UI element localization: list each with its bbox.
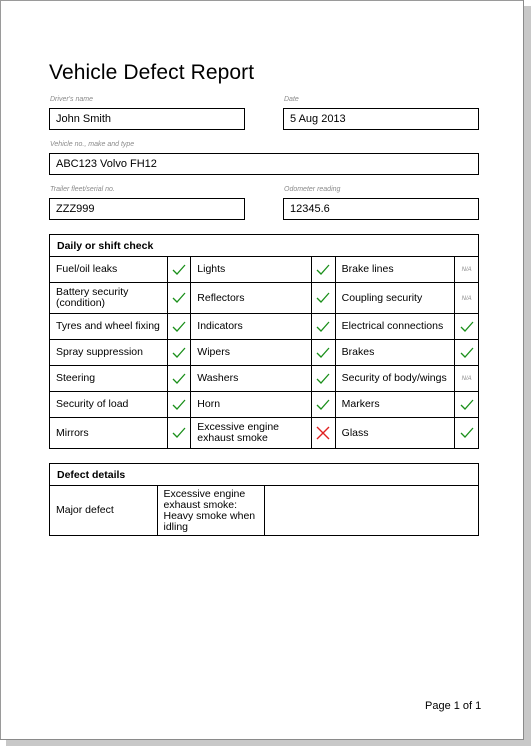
check-status-cell[interactable] (455, 340, 479, 366)
check-item-label: Security of load (50, 392, 168, 418)
check-row (50, 366, 479, 392)
check-icon (316, 321, 330, 333)
na-label: N/A (461, 376, 472, 382)
page-number: Page 1 of 1 (425, 700, 482, 712)
check-status-cell[interactable] (311, 257, 335, 283)
check-row (50, 314, 479, 340)
check-icon (172, 292, 186, 304)
check-status-cell[interactable] (311, 418, 335, 449)
check-status-cell[interactable] (167, 283, 191, 314)
check-icon (172, 373, 186, 385)
check-icon (316, 399, 330, 411)
check-item-label: Battery security (condition) (50, 283, 168, 314)
defect-row (50, 486, 479, 536)
check-item-label: Steering (50, 366, 168, 392)
check-item-label: Brakes (335, 340, 455, 366)
trailer-field[interactable]: ZZZ999 (49, 198, 245, 220)
check-item-label: Indicators (191, 314, 312, 340)
odometer-field[interactable]: 12345.6 (283, 198, 479, 220)
check-item-label: Markers (335, 392, 455, 418)
check-item-label: Mirrors (50, 418, 168, 449)
defect-description: Excessive engine exhaust smoke: Heavy smoke when idling (157, 486, 265, 536)
check-icon (172, 347, 186, 359)
check-icon (172, 264, 186, 276)
check-status-cell[interactable] (167, 314, 191, 340)
driver-name-field[interactable]: John Smith (49, 108, 245, 130)
check-status-cell[interactable] (311, 283, 335, 314)
defect-notes (265, 486, 479, 536)
check-icon (172, 399, 186, 411)
check-status-cell[interactable] (167, 257, 191, 283)
check-item-label: Reflectors (191, 283, 312, 314)
check-item-label: Glass (335, 418, 455, 449)
check-status-cell[interactable] (167, 392, 191, 418)
check-row (50, 392, 479, 418)
check-status-cell[interactable] (455, 366, 479, 392)
check-icon (460, 427, 474, 439)
date-field[interactable]: 5 Aug 2013 (283, 108, 479, 130)
page-shadow (524, 6, 531, 746)
check-item-label: Horn (191, 392, 312, 418)
driver-name-label: Driver's name (50, 96, 93, 103)
check-row (50, 418, 479, 449)
trailer-label: Trailer fleet/serial no. (50, 186, 115, 193)
date-label: Date (284, 96, 299, 103)
check-icon (172, 427, 186, 439)
check-icon (316, 373, 330, 385)
check-item-label: Tyres and wheel fixing (50, 314, 168, 340)
check-status-cell[interactable] (167, 418, 191, 449)
check-item-label: Spray suppression (50, 340, 168, 366)
vehicle-field[interactable]: ABC123 Volvo FH12 (49, 153, 479, 175)
daily-check-heading: Daily or shift check (50, 235, 479, 257)
check-icon (316, 347, 330, 359)
cross-icon (316, 426, 330, 440)
check-row (50, 340, 479, 366)
page-shadow (6, 740, 531, 746)
report-title: Vehicle Defect Report (49, 61, 255, 84)
check-item-label: Excessive engine exhaust smoke (191, 418, 312, 449)
check-item-label: Wipers (191, 340, 312, 366)
defect-details-heading: Defect details (50, 464, 479, 486)
odometer-label: Odometer reading (284, 186, 341, 193)
check-status-cell[interactable] (311, 366, 335, 392)
check-status-cell[interactable] (455, 392, 479, 418)
check-status-cell[interactable] (311, 314, 335, 340)
check-item-label: Brake lines (335, 257, 455, 283)
check-icon (460, 399, 474, 411)
check-icon (316, 292, 330, 304)
check-status-cell[interactable] (167, 340, 191, 366)
check-item-label: Lights (191, 257, 312, 283)
check-item-label: Security of body/wings (335, 366, 455, 392)
check-icon (460, 347, 474, 359)
check-status-cell[interactable] (167, 366, 191, 392)
check-item-label: Fuel/oil leaks (50, 257, 168, 283)
na-label: N/A (461, 267, 472, 273)
check-icon (460, 321, 474, 333)
defect-details-table (49, 463, 479, 536)
vehicle-label: Vehicle no., make and type (50, 141, 135, 148)
check-status-cell[interactable] (311, 392, 335, 418)
daily-check-table (49, 234, 479, 449)
check-status-cell[interactable] (455, 418, 479, 449)
check-status-cell[interactable] (455, 283, 479, 314)
check-icon (316, 264, 330, 276)
check-item-label: Coupling security (335, 283, 455, 314)
check-status-cell[interactable] (311, 340, 335, 366)
check-row (50, 283, 479, 314)
na-label: N/A (461, 295, 472, 302)
check-icon (172, 321, 186, 333)
check-status-cell[interactable] (455, 314, 479, 340)
check-item-label: Electrical connections (335, 314, 455, 340)
check-status-cell[interactable] (455, 257, 479, 283)
check-row (50, 257, 479, 283)
check-item-label: Washers (191, 366, 312, 392)
defect-category: Major defect (50, 486, 158, 536)
